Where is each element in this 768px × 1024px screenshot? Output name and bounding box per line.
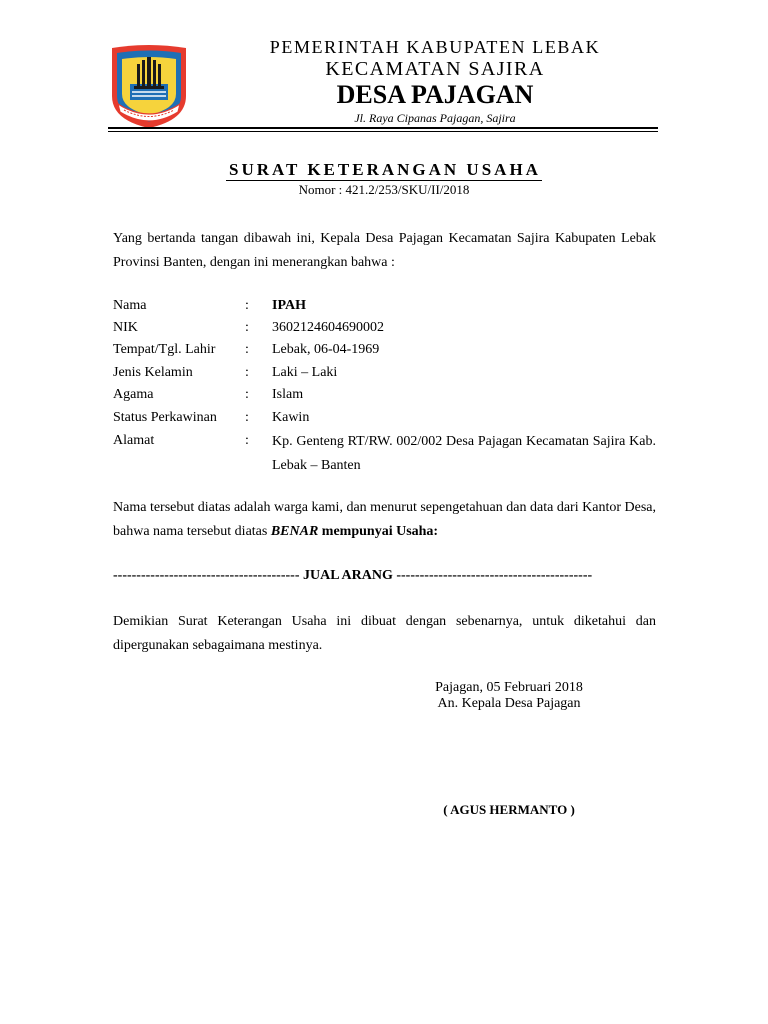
field-label: Agama — [113, 387, 154, 402]
letterhead-village: DESA PAJAGAN — [336, 80, 534, 109]
document-title-text: SURAT KETERANGAN USAHA — [226, 160, 542, 181]
field-value: Kawin — [272, 410, 310, 425]
statement-emphasis: BENAR — [270, 524, 319, 539]
field-label: Alamat — [113, 433, 155, 448]
letterhead-district: KECAMATAN SAJIRA — [325, 58, 545, 80]
field-colon: : — [245, 410, 249, 425]
field-colon: : — [245, 387, 249, 402]
field-colon: : — [245, 365, 249, 380]
lebak-regency-emblem-icon — [108, 44, 190, 130]
field-value: IPAH — [272, 298, 306, 313]
field-colon: : — [245, 342, 249, 357]
letterhead-rule-thin — [108, 131, 658, 132]
field-label: Tempat/Tgl. Lahir — [113, 342, 216, 357]
field-label: NIK — [113, 320, 138, 335]
field-label: Status Perkawinan — [113, 410, 217, 425]
intro-paragraph: Yang bertanda tangan dibawah ini, Kepala Desa Pajagan Kecamatan Sajira Kabupaten Lebak Provinsi Banten, dengan ini menerangkan bahwa : — [113, 231, 656, 270]
field-colon: : — [245, 298, 249, 313]
field-label: Jenis Kelamin — [113, 365, 193, 380]
business-type-line: ---------------------------------------- JUAL ARANG ------------------------------------------ — [113, 568, 593, 583]
letterhead-government: PEMERINTAH KABUPATEN LEBAK — [269, 37, 601, 57]
closing-paragraph: Demikian Surat Keterangan Usaha ini dibuat dengan sebenarnya, untuk diketahui dan dipergunakan sebagaimana mestinya. — [113, 614, 656, 653]
field-label: Nama — [113, 298, 147, 313]
document-title — [0, 160, 768, 180]
signature-role: An. Kepala Desa Pajagan — [437, 696, 581, 711]
field-value: 3602124604690002 — [272, 320, 384, 335]
signature-place-date: Pajagan, 05 Februari 2018 — [435, 680, 583, 695]
field-value: Lebak, 06-04-1969 — [272, 342, 380, 357]
statement-paragraph — [113, 496, 656, 544]
statement-text: Nama tersebut diatas adalah warga kami, dan menurut sepengetahuan dan data dari Kantor Desa, bahwa nama tersebut diatas — [113, 500, 656, 539]
signature-name: ( AGUS HERMANTO ) — [443, 802, 575, 817]
field-value-alamat: Kp. Genteng RT/RW. 002/002 Desa Pajagan Kecamatan Sajira Kab. Lebak – Banten — [272, 434, 656, 473]
statement-suffix: mempunyai Usaha: — [318, 524, 439, 539]
field-colon: : — [245, 320, 249, 335]
field-value: Laki – Laki — [272, 365, 338, 380]
document-number: Nomor : 421.2/253/SKU/II/2018 — [298, 182, 470, 197]
letterhead-address: Jl. Raya Cipanas Pajagan, Sajira — [354, 111, 516, 125]
letterhead-rule-thick — [108, 127, 658, 129]
field-value: Islam — [272, 387, 304, 402]
field-colon: : — [245, 433, 249, 448]
